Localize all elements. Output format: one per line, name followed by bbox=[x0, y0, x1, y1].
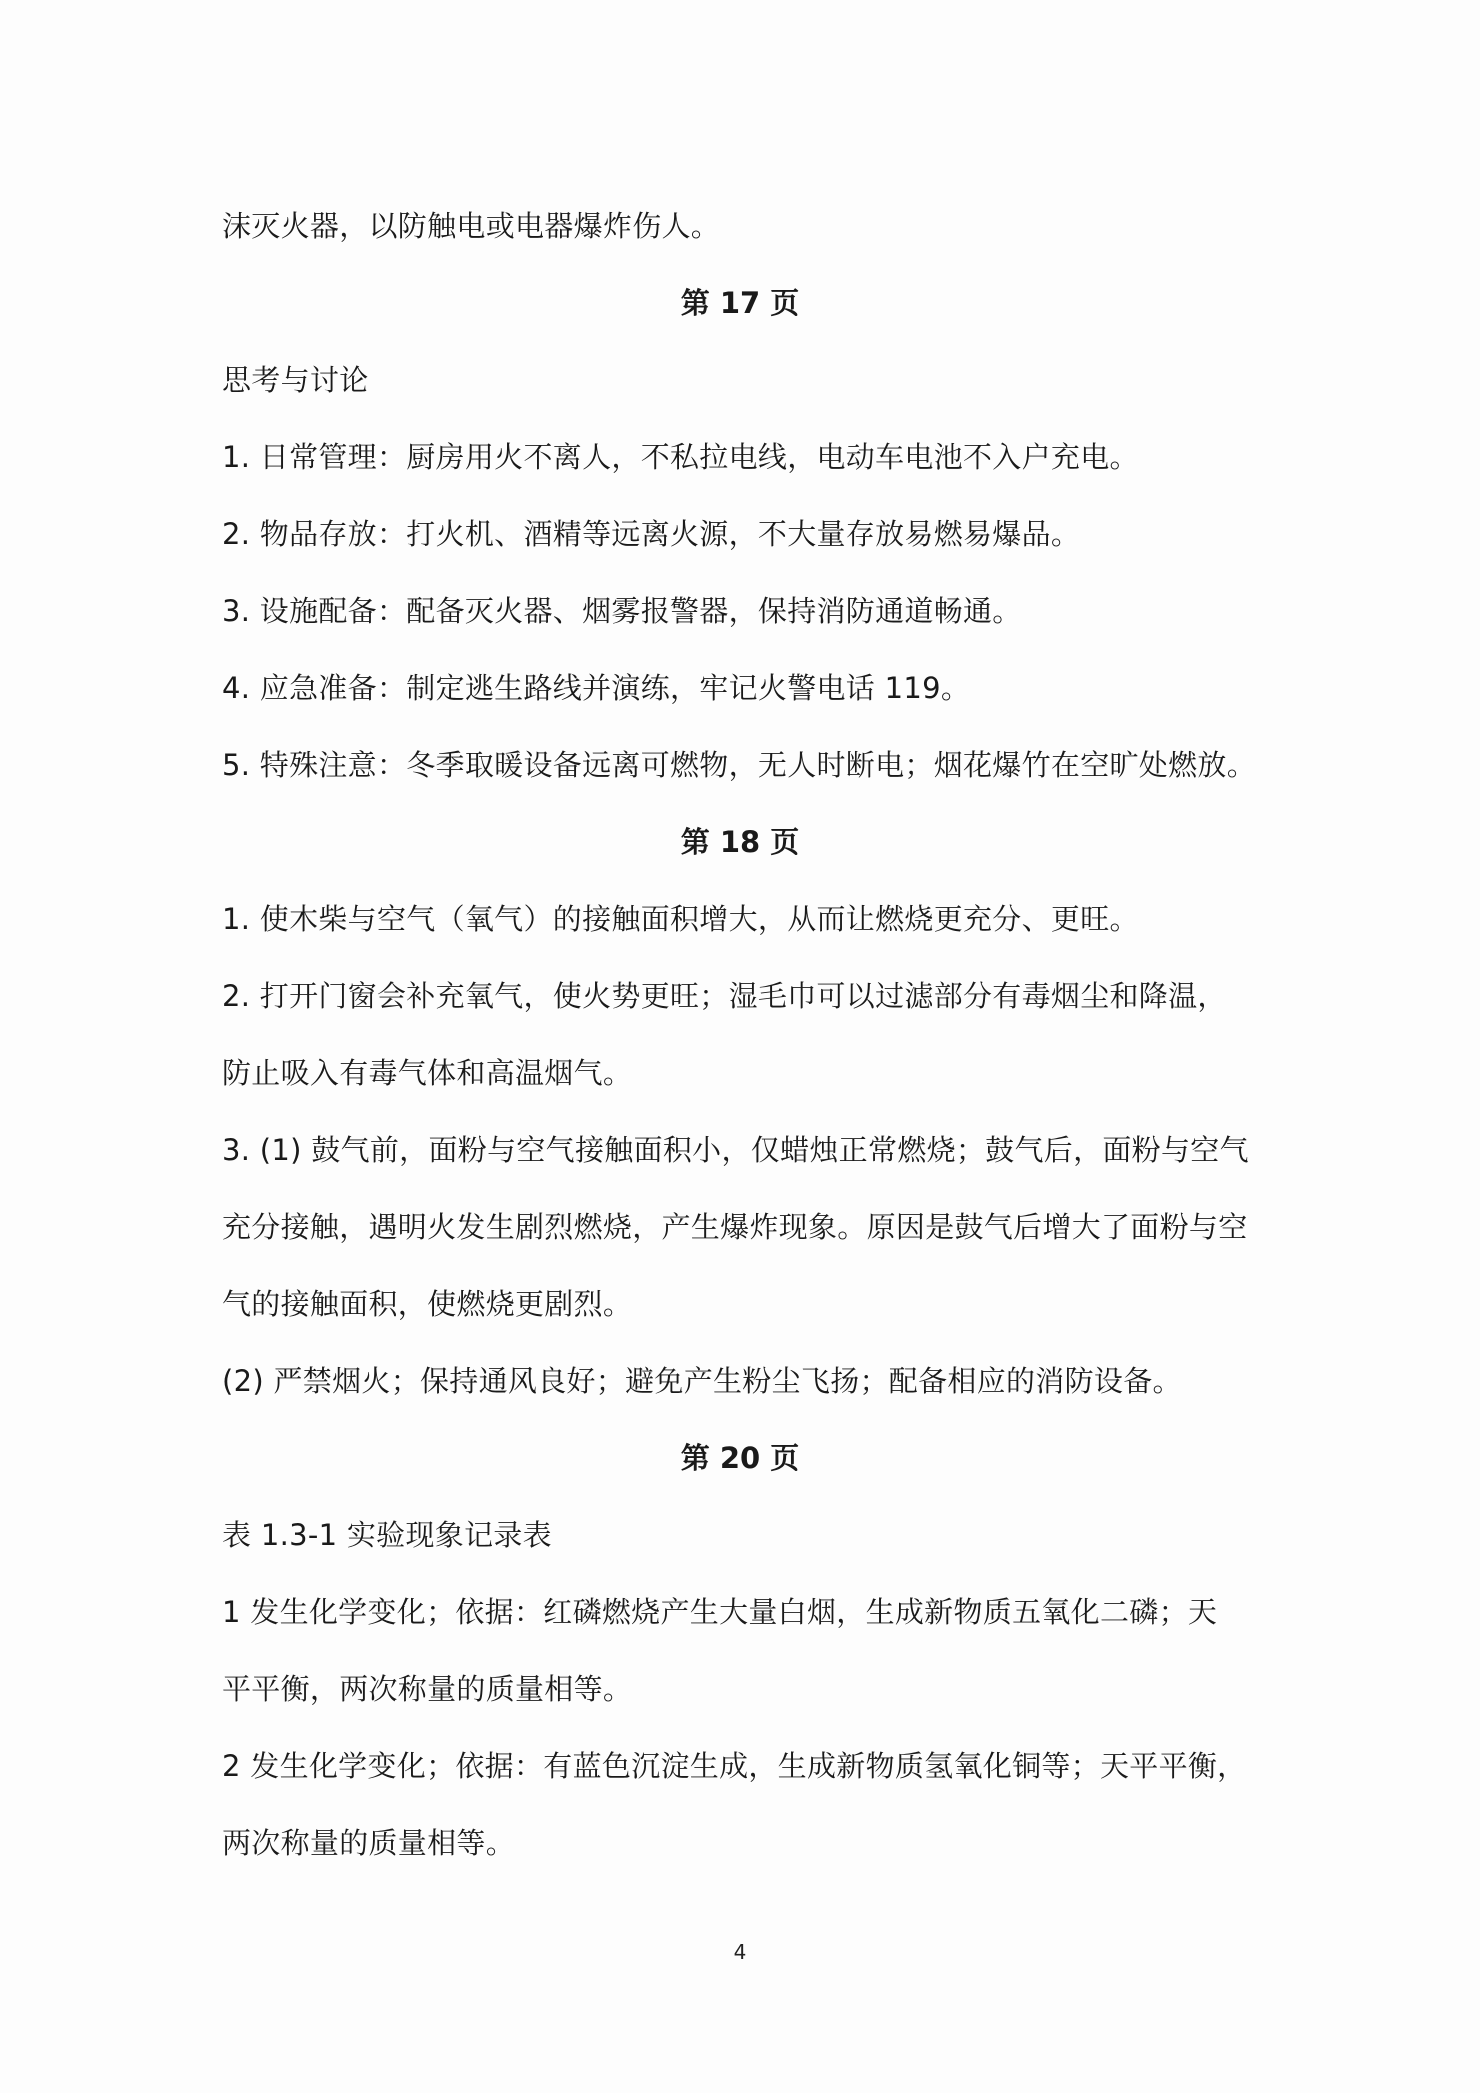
list-item: (2) 严禁烟火；保持通风良好；避免产生粉尘飞扬；配备相应的消防设备。 bbox=[222, 1364, 1182, 1398]
list-item: 1. 使木柴与空气（氧气）的接触面积增大，从而让燃烧更充分、更旺。 bbox=[222, 902, 1139, 936]
list-item: 3. 设施配备：配备灭火器、烟雾报警器，保持消防通道畅通。 bbox=[222, 594, 1022, 628]
subsection-title: 思考与讨论 bbox=[222, 363, 369, 397]
table-caption: 表 1.3-1 实验现象记录表 bbox=[222, 1518, 552, 1552]
list-item-continuation: 充分接触，遇明火发生剧烈燃烧，产生爆炸现象。原因是鼓气后增大了面粉与空 bbox=[222, 1210, 1248, 1244]
list-item: 2. 打开门窗会补充氧气，使火势更旺；湿毛巾可以过滤部分有毒烟尘和降温， bbox=[222, 979, 1227, 1013]
list-item: 5. 特殊注意：冬季取暖设备远离可燃物，无人时断电；烟花爆竹在空旷处燃放。 bbox=[222, 748, 1256, 782]
list-item: 4. 应急准备：制定逃生路线并演练，牢记火警电话 119。 bbox=[222, 671, 971, 705]
list-item: 3. (1) 鼓气前，面粉与空气接触面积小，仅蜡烛正常燃烧；鼓气后，面粉与空气 bbox=[222, 1133, 1249, 1167]
document-body bbox=[222, 188, 1258, 1882]
list-item-continuation: 平平衡，两次称量的质量相等。 bbox=[222, 1672, 633, 1706]
section-heading-page-20: 第 20 页 bbox=[680, 1441, 800, 1475]
section-heading-page-17: 第 17 页 bbox=[680, 286, 800, 320]
list-item: 2 发生化学变化；依据：有蓝色沉淀生成，生成新物质氢氧化铜等；天平平衡， bbox=[222, 1749, 1247, 1783]
list-item-continuation: 气的接触面积，使燃烧更剧烈。 bbox=[222, 1287, 633, 1321]
list-item-continuation: 两次称量的质量相等。 bbox=[222, 1826, 516, 1860]
section-heading-page-18: 第 18 页 bbox=[680, 825, 800, 859]
list-item: 2. 物品存放：打火机、酒精等远离火源，不大量存放易燃易爆品。 bbox=[222, 517, 1081, 551]
list-item: 1. 日常管理：厨房用火不离人，不私拉电线，电动车电池不入户充电。 bbox=[222, 440, 1139, 474]
page-number: 4 bbox=[733, 1940, 747, 1964]
list-item: 1 发生化学变化；依据：红磷燃烧产生大量白烟，生成新物质五氧化二磷；天 bbox=[222, 1595, 1218, 1629]
body-line: 沫灭火器，以防触电或电器爆炸伤人。 bbox=[222, 209, 721, 243]
list-item-continuation: 防止吸入有毒气体和高温烟气。 bbox=[222, 1056, 633, 1090]
